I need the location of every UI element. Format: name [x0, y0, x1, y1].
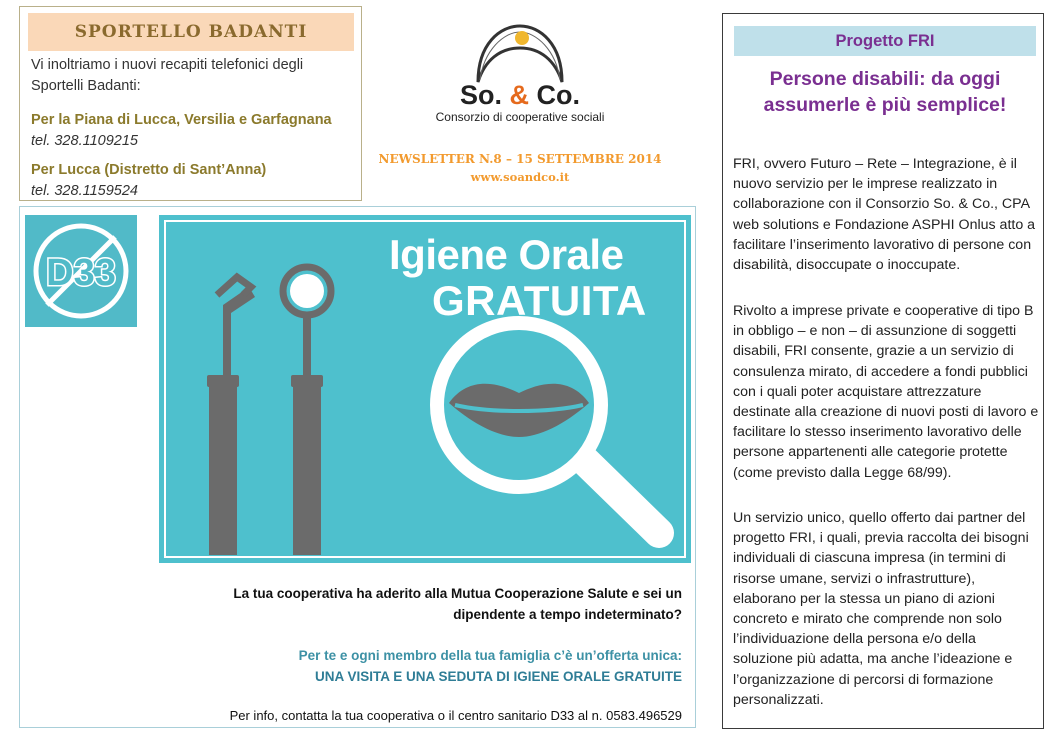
- cooperativa-question: La tua cooperativa ha aderito alla Mutua Cooperazione Salute e sei un dipendente a tempo indeterminato?: [233, 586, 682, 622]
- offer-line-2: UNA VISITA E UNA SEDUTA DI IGIENE ORALE GRATUITE: [314, 669, 682, 684]
- logo-name-co: Co.: [536, 80, 581, 110]
- sportello-badanti-title: SPORTELLO BADANTI: [28, 13, 354, 51]
- soandco-logo-name: [445, 80, 595, 111]
- fri-paragraph-3: Un servizio unico, quello offerto dai partner del progetto FRI, i quali, previa raccolta dei bisogni individuali di ciascuna impresa (in termini di risorse umane, servizi o infrastrutture), elaborano per la stessa un piano di azioni concreto e mirato che comprende non solo l’individuazione della persona e/o della soluzione più adatta, ma anche l’ideazione e l’organizzazione di percorsi di formazione personalizzati.: [733, 510, 1029, 708]
- progetto-fri-headline: Persone disabili: da oggi assumerle è più semplice!: [763, 68, 1007, 116]
- progetto-fri-title: Progetto FRI: [734, 26, 1036, 56]
- fri-paragraph-1: FRI, ovvero Futuro – Rete – Integrazione, è il nuovo servizio per le imprese realizzato in collaborazione con il Consorzio So. & Co., CPA web solutions e Fondazione ASPHI Onlus atto a facilitare l’inserimento lavorativo di persone con disabilità, disoccupate o inoccupate.: [733, 156, 1036, 274]
- sportello-badanti-box: [19, 6, 362, 201]
- website-link[interactable]: www.soandco.it: [470, 170, 570, 184]
- phone-lucca-santanna: tel. 328.1159524: [31, 183, 138, 199]
- sportello-badanti-intro: Vi inoltriamo i nuovi recapiti telefonici degli Sportelli Badanti:: [31, 57, 304, 94]
- area-piana-lucca: Per la Piana di Lucca, Versilia e Garfagnana: [31, 112, 332, 128]
- soandco-logo-icon: [470, 20, 570, 84]
- logo-name-amp: &: [509, 80, 529, 110]
- logo-name-so: So.: [459, 80, 502, 110]
- phone-piana-lucca: tel. 328.1109215: [31, 133, 138, 149]
- newsletter-heading: NEWSLETTER N.8 – 15 SETTEMBRE 2014: [378, 152, 662, 166]
- banner-title-gratuita: GRATUITA: [432, 277, 647, 324]
- d33-logo-text: D33: [46, 252, 116, 294]
- igiene-orale-banner: [159, 215, 691, 563]
- d33-igiene-orale-panel: [19, 206, 696, 728]
- offer-line-1: Per te e ogni membro della tua famiglia c’è un’offerta unica:: [298, 648, 682, 663]
- contact-info: Per info, contatta la tua cooperativa o il centro sanitario D33 al n. 0583.496529: [229, 708, 682, 723]
- d33-logo-icon: [25, 215, 137, 327]
- area-lucca-santanna: Per Lucca (Distretto di Sant’Anna): [31, 162, 267, 178]
- logo-subtitle: Consorzio di cooperative sociali: [435, 110, 605, 124]
- fri-paragraph-2: Rivolto a imprese private e cooperative di tipo B in obbligo – e non – di assunzione di soggetti disabili, FRI consente, grazie a un servizio di consulenza mirato, di accedere a fondi pubblici con i quali poter acquistare attrezzature destinate alla creazione di nuovi posti di lavoro e facilitare lo stesso inserimento lavorativo delle persone appartenenti alle categorie protette (come previsto dalla Legge 68/99).: [733, 303, 1039, 481]
- progetto-fri-box: [722, 13, 1044, 729]
- banner-title-igiene-orale: Igiene Orale: [389, 231, 624, 278]
